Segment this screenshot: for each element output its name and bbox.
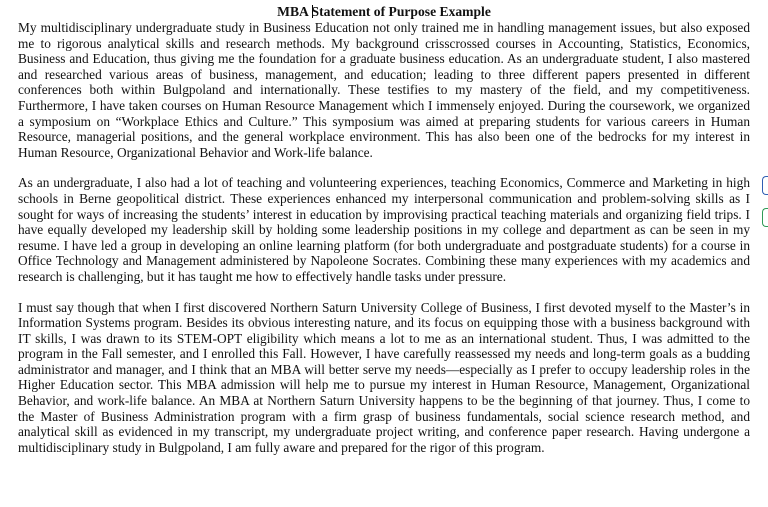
paragraph-1[interactable]: My multidisciplinary undergraduate study in Business Education not only trained me in handling management issues, but also exposed me to rigorous analytical skills and research methods. My background crisscrossed courses in Accounting, Statistics, Economics, Business and Education, thus giving me the foundation for a graduate business education. As an undergraduate student, I also mastered and researched various areas of business, management, and education; leading to three different papers presented in different conferences both within Bulgpoland and internationally. These testifies to my mastery of the field, and my competitiveness. Furthermore, I have taken courses on Human Resource Management which I immensely enjoyed. During the coursework, we organized a symposium on “Workplace Ethics and Culture.” This symposium was aimed at preparing students for various careers in Human Resource, managerial positions, and the general workplace environment. This has also been one of the bedrocks for my interest in Human Resource, Organizational Behavior and Work-life balance.	[18, 20, 750, 160]
document-page	[18, 4, 750, 455]
title-main: Statement of Purpose Example	[311, 4, 491, 19]
document-title	[18, 4, 750, 20]
title-prefix: MBA	[277, 4, 312, 19]
comment-bracket-icon[interactable]	[762, 176, 768, 195]
comment-bracket-icon[interactable]	[762, 208, 768, 227]
paragraph-2[interactable]: As an undergraduate, I also had a lot of teaching and volunteering experiences, teaching Economics, Commerce and Marketing in high schools in Berne geopolitical district. These experiences enhanced my interpersonal communication and problem-solving skills as I sought for ways of increasing the students’ interest in education by improvising practical teaching materials and organizing field trips. I have equally developed my leadership skill by holding some leadership positions in my college and department as can be seen in my resume. I have led a group in developing an online learning platform (for both undergraduate and postgraduate students) for a course in Office Technology and Management administered by Napoleone Socrates. Combining these many experiences with my academics and research is challenging, but it has taught me how to effectively handle tasks under pressure.	[18, 175, 750, 284]
paragraph-3[interactable]: I must say though that when I first discovered Northern Saturn University College of Business, I first devoted myself to the Master’s in Information Systems program. Besides its obvious interesting nature, and its focus on equipping those with a business background with IT skills, I was drawn to its STEM-OPT eligibility which means a lot to me as an international student. Thus, I was admitted to the program in the Fall semester, and I enrolled this Fall. However, I have carefully reassessed my needs and long-term goals as a budding administrator and manager, and I think that an MBA will better serve my needs—especially as I prefer to occupy leadership roles in the Higher Education sector. This MBA admission will help me to pursue my interest in Human Resource, Management, Organizational Behavior, and work-life balance. An MBA at Northern Saturn University happens to be the beginning of that journey. Thus, I come to the Master of Business Administration program with a firm grasp of business fundamentals, social science research method, and analytical skill as evidenced in my transcript, my undergraduate project writing, and conference paper research. Having undergone a multidisciplinary study in Bulgpoland, I am fully aware and prepared for the rigor of this program.	[18, 299, 750, 455]
